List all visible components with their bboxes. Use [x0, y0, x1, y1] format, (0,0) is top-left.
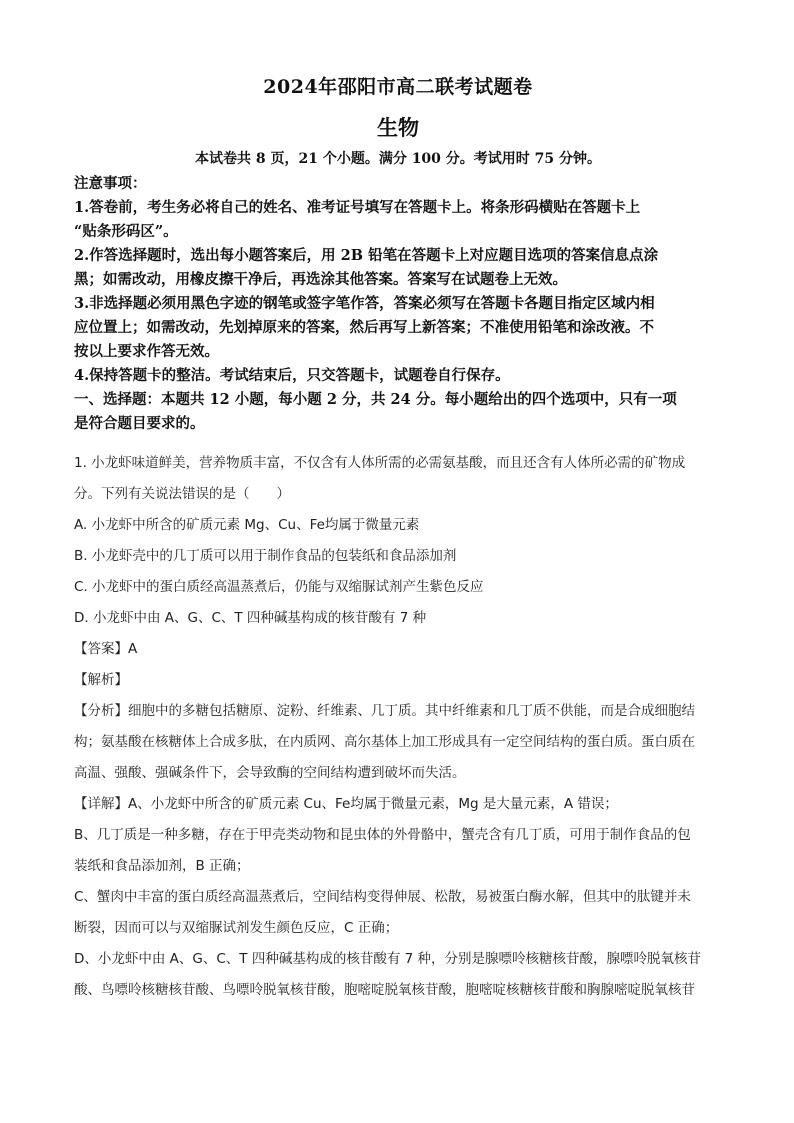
page-title: 2024年邵阳市高二联考试题卷 [263, 76, 533, 98]
instruction-line: 按以上要求作答无效。 [74, 343, 219, 360]
instructions-section [74, 172, 722, 436]
question-stem: 1. 小龙虾味道鲜美，营养物质丰富，不仅含有人体所需的必需氨基酸，而且还含有人体所必需的矿物成 [74, 455, 686, 471]
option-b: B. 小龙虾壳中的几丁质可以用于制作食品的包装纸和食品添加剂 [74, 548, 457, 564]
instruction-line: 1.答卷前，考生务必将自己的姓名、准考证号填写在答题卡上。将条形码横贴在答题卡上 [74, 199, 641, 216]
option-a: A. 小龙虾中所含的矿质元素 Mg、Cu、Fe均属于微量元素 [74, 517, 420, 533]
section-heading: 一、选择题：本题共 12 小题，每小题 2 分，共 24 分。每小题给出的四个选项中，只有一项 [74, 391, 677, 408]
instruction-line: 应位置上；如需改动，先划掉原来的答案，然后再写上新答案；不准使用铅笔和涂改液。不 [74, 319, 654, 336]
detail-line: D、小龙虾中由 A、G、C、T 四种碱基构成的核苷酸有 7 种，分别是腺嘌呤核糖核苷酸，腺嘌呤脱氧核苷 [74, 951, 702, 967]
instruction-line: 3.非选择题必须用黑色字迹的钢笔或签字笔作答，答案必须写在答题卡各题目指定区域内相 [74, 295, 655, 312]
detail-line: 装纸和食品添加剂，B 正确； [74, 858, 250, 874]
exam-intro: 本试卷共 8 页，21 个小题。满分 100 分。考试用时 75 分钟。 [194, 151, 602, 167]
option-d: D. 小龙虾中由 A、G、C、T 四种碱基构成的核苷酸有 7 种 [74, 610, 427, 626]
section-heading: 是符合题目要求的。 [74, 415, 205, 432]
option-c: C. 小龙虾中的蛋白质经高温蒸煮后，仍能与双缩脲试剂产生紫色反应 [74, 579, 484, 595]
analysis-label: 【解析】 [74, 672, 128, 688]
instructions-heading: 注意事项： [74, 175, 147, 192]
instruction-line: “贴条形码区”。 [74, 223, 178, 240]
detail-line: 【详解】A、小龙虾中所含的矿质元素 Cu、Fe均属于微量元素，Mg 是大量元素，A 错误； [74, 796, 618, 812]
detail-line: C、蟹肉中丰富的蛋白质经高温蒸煮后，空间结构变得伸展、松散，易被蛋白酶水解，但其中的肽键并未 [74, 889, 691, 905]
instruction-line: 2.作答选择题时，选出每小题答案后，用 2B 铅笔在答题卡上对应题目选项的答案信息点涂 [74, 247, 659, 264]
question-1 [74, 448, 722, 1006]
analysis-line: 构；氨基酸在核糖体上合成多肽，在内质网、高尔基体上加工形成具有一定空间结构的蛋白质。蛋白质在 [74, 734, 695, 750]
detail-line: 断裂，因而可以与双缩脲试剂发生颜色反应，C 正确； [74, 920, 399, 936]
question-stem: 分。下列有关说法错误的是（ ） [74, 486, 290, 502]
instruction-line: 黑；如需改动，用橡皮擦干净后，再选涂其他答案。答案写在试题卷上无效。 [74, 271, 567, 288]
detail-line: 酸、鸟嘌呤核糖核苷酸、鸟嘌呤脱氧核苷酸，胞嘧啶脱氧核苷酸，胞嘧啶核糖核苷酸和胸腺嘧啶脱氧核苷 [74, 982, 695, 998]
answer-label: 【答案】A [74, 641, 138, 657]
instruction-line: 4.保持答题卡的整洁。考试结束后，只交答题卡，试题卷自行保存。 [74, 367, 510, 384]
detail-line: B、几丁质是一种多糖，存在于甲壳类动物和昆虫体的外骨骼中，蟹壳含有几丁质，可用于制作食品的包 [74, 827, 691, 843]
analysis-line: 【分析】细胞中的多糖包括糖原、淀粉、纤维素、几丁质。其中纤维素和几丁质不供能，而是合成细胞结 [74, 703, 695, 719]
subject-title: 生物 [377, 115, 419, 140]
analysis-line: 高温、强酸、强碱条件下，会导致酶的空间结构遭到破坏而失活。 [74, 765, 466, 781]
